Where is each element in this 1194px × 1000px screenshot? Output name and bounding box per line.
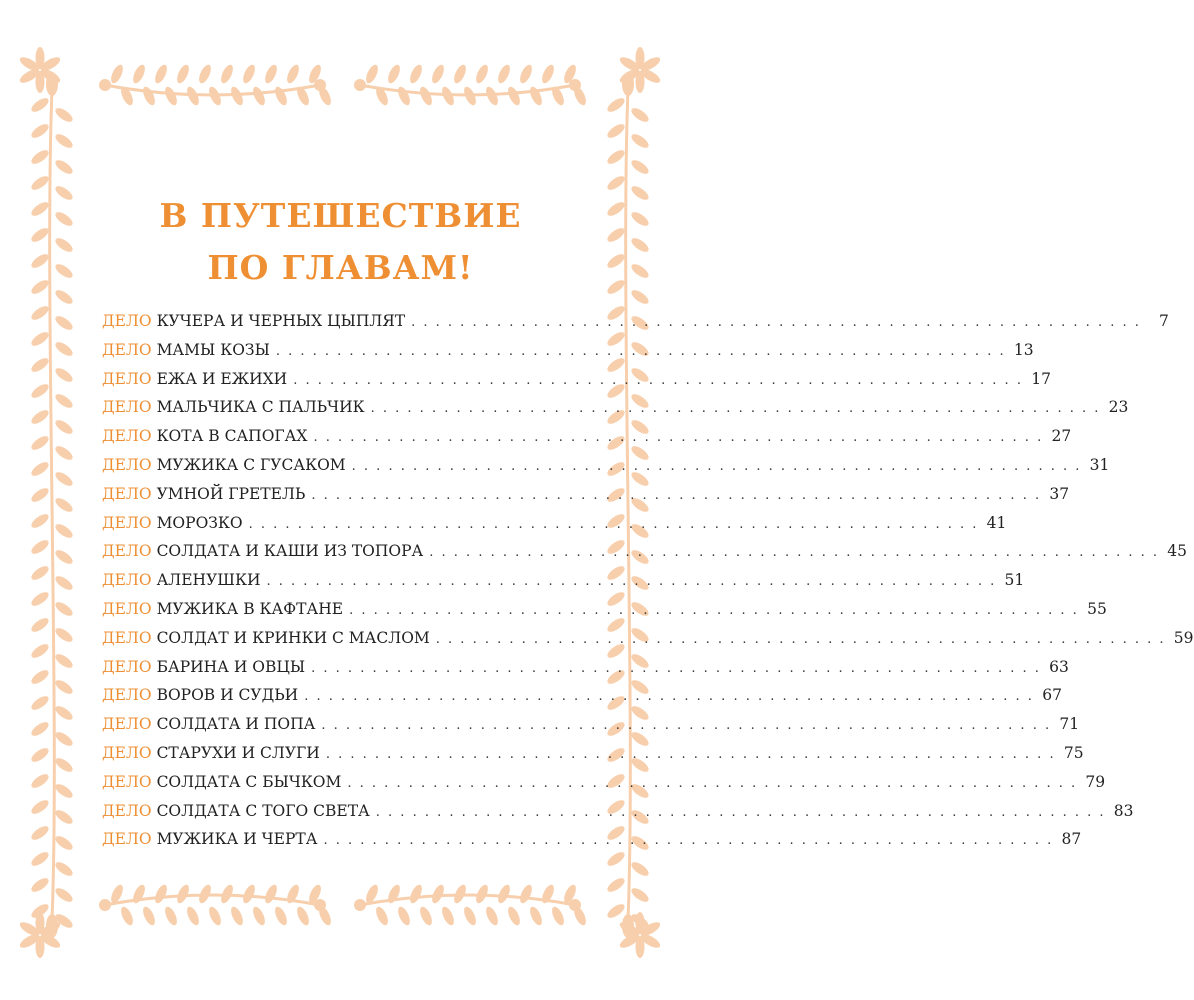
dot-leader: . . . . . . . . . . . . . . . . . . . . . . . . . . . . . . . . . . . . . . . . . . . . . . . . . . . . . . . . . . . . [275,343,1006,359]
entry-title: СТАРУХИ И СЛУГИ [156,743,320,762]
entry-keyword: ДЕЛО [102,657,152,676]
entry-page-number: 31 [1089,455,1110,474]
dot-leader: . . . . . . . . . . . . . . . . . . . . . . . . . . . . . . . . . . . . . . . . . . . . . . . . . . . . . . . . . . . . [429,545,1160,561]
toc-entry[interactable] [102,830,1082,859]
toc-entry[interactable] [102,686,1062,715]
toc-entry[interactable] [102,743,1084,773]
entry-page-number: 71 [1059,715,1080,734]
dot-leader: . . . . . . . . . . . . . . . . . . . . . . . . . . . . . . . . . . . . . . . . . . . . . . . . . . . . . . . . . . . . [304,689,1034,705]
entry-title: БАРИНА И ОВЦЫ [156,657,306,676]
toc-entry[interactable] [102,398,1129,427]
title-line-1: В ПУТЕШЕСТВИЕ [159,196,522,235]
entry-page-number: 51 [1004,571,1025,590]
entry-keyword: ДЕЛО [102,369,152,388]
entry-page-number: 45 [1167,542,1188,561]
entry-title: МУЖИКА В КАФТАНЕ [156,599,344,618]
entry-page-number: 83 [1113,801,1134,820]
toc-entry[interactable] [102,657,1069,687]
entry-page-number: 75 [1063,743,1084,762]
entry-title: МАМЫ КОЗЫ [156,340,270,359]
entry-keyword: ДЕЛО [102,686,152,705]
dot-leader: . . . . . . . . . . . . . . . . . . . . . . . . . . . . . . . . . . . . . . . . . . . . . . . . . . . . . . . . . . . . [351,458,1082,474]
entry-page-number: 27 [1051,427,1072,446]
entry-page-number: 37 [1049,484,1070,503]
dot-leader: . . . . . . . . . . . . . . . . . . . . . . . . . . . . . . . . . . . . . . . . . . . . . . . . . . . . . . . . . . . . [325,746,1056,762]
entry-page-number: 55 [1087,599,1107,618]
entry-title: МУЖИКА И ЧЕРТА [156,830,318,849]
entry-title: МОРОЗКО [156,513,243,532]
entry-keyword: ДЕЛО [102,312,152,330]
toc-entry[interactable] [102,599,1107,629]
entry-title: МУЖИКА С ГУСАКОМ [156,455,346,474]
dot-leader: . . . . . . . . . . . . . . . . . . . . . . . . . . . . . . . . . . . . . . . . . . . . . . . . . . . . . . . . . . . . [311,487,1042,503]
entry-page-number: 79 [1085,772,1106,791]
entry-keyword: ДЕЛО [102,427,152,446]
entry-title: СОЛДАТА И КАШИ ИЗ ТОПОРА [156,542,424,561]
entry-keyword: ДЕЛО [102,801,152,820]
entry-title: АЛЕНУШКИ [156,571,261,590]
dot-leader: . . . . . . . . . . . . . . . . . . . . . . . . . . . . . . . . . . . . . . . . . . . . . . . . . . . . . . . . . . . . [311,660,1041,676]
toc-entry[interactable] [102,369,1051,399]
entry-title: ЕЖА И ЕЖИХИ [156,369,288,388]
entry-keyword: ДЕЛО [102,484,152,503]
toc-entry[interactable] [102,772,1106,802]
entry-page-number: 87 [1061,830,1082,849]
dot-leader: . . . . . . . . . . . . . . . . . . . . . . . . . . . . . . . . . . . . . . . . . . . . . . . . . . . . . . . . . . . . [375,804,1106,820]
toc-entry[interactable] [102,628,1194,658]
entry-keyword: ДЕЛО [102,340,152,359]
entry-keyword: ДЕЛО [102,513,152,532]
toc-entry[interactable] [102,513,1007,543]
toc-entry[interactable] [102,542,1188,571]
entry-title: СОЛДАТА И ПОПА [156,715,316,734]
title-line-2: ПО ГЛАВАМ! [207,248,474,287]
dot-leader: . . . . . . . . . . . . . . . . . . . . . . . . . . . . . . . . . . . . . . . . . . . . . . . . . . . . . . . . . . . . [435,631,1166,647]
toc-entry[interactable] [102,571,1025,600]
toc-entry[interactable] [102,801,1134,831]
toc-entry[interactable] [102,340,1034,370]
entry-keyword: ДЕЛО [102,571,152,590]
toc-entry[interactable] [102,715,1080,744]
entry-title: СОЛДАТ И КРИНКИ С МАСЛОМ [156,628,430,647]
toc-entry[interactable] [102,427,1072,456]
toc-entry[interactable] [102,484,1070,514]
entry-keyword: ДЕЛО [102,599,152,618]
entry-keyword: ДЕЛО [102,455,152,474]
entry-page-number: 7 [1159,312,1169,330]
entry-keyword: ДЕЛО [102,542,152,561]
dot-leader: . . . . . . . . . . . . . . . . . . . . . . . . . . . . . . . . . . . . . . . . . . . . . . . . . . . . . . . . . . . . [323,833,1054,849]
toc-entry[interactable] [102,455,1110,485]
entry-title: ВОРОВ И СУДЬИ [156,686,299,705]
dot-leader: . . . . . . . . . . . . . . . . . . . . . . . . . . . . . . . . . . . . . . . . . . . . . . . . . . . . . . . . . . . . [266,574,997,590]
dot-leader: . . . . . . . . . . . . . . . . . . . . . . . . . . . . . . . . . . . . . . . . . . . . . . . . . . . . . . . . . . . . [349,602,1079,618]
entry-keyword: ДЕЛО [102,743,152,762]
dot-leader: . . . . . . . . . . . . . . . . . . . . . . . . . . . . . . . . . . . . . . . . . . . . . . . . . . . . . . . . . . . . [321,718,1052,734]
entry-title: СОЛДАТА С ТОГО СВЕТА [156,801,370,820]
toc-entry[interactable] [102,312,1169,341]
entry-title: КУЧЕРА И ЧЕРНЫХ ЦЫПЛЯТ [156,312,406,330]
entry-title: УМНОЙ ГРЕТЕЛЬ [156,484,306,503]
entry-keyword: ДЕЛО [102,830,152,849]
entry-page-number: 13 [1013,340,1034,359]
entry-keyword: ДЕЛО [102,398,152,417]
dot-leader: . . . . . . . . . . . . . . . . . . . . . . . . . . . . . . . . . . . . . . . . . . . . . . . . . . . . . . . . . . . . [248,516,979,532]
entry-page-number: 67 [1042,686,1062,705]
entry-title: КОТА В САПОГАХ [156,427,308,446]
dot-leader: . . . . . . . . . . . . . . . . . . . . . . . . . . . . . . . . . . . . . . . . . . . . . . . . . . . . . . . . . . . . [370,401,1101,417]
dot-leader: . . . . . . . . . . . . . . . . . . . . . . . . . . . . . . . . . . . . . . . . . . . . . . . . . . . . . . . . . . . . [411,315,1141,330]
entry-title: МАЛЬЧИКА С ПАЛЬЧИК [156,398,365,417]
dot-leader: . . . . . . . . . . . . . . . . . . . . . . . . . . . . . . . . . . . . . . . . . . . . . . . . . . . . . . . . . . . . [313,430,1044,446]
entry-page-number: 23 [1108,398,1129,417]
dot-leader: . . . . . . . . . . . . . . . . . . . . . . . . . . . . . . . . . . . . . . . . . . . . . . . . . . . . . . . . . . . . [293,372,1023,388]
entry-keyword: ДЕЛО [102,628,152,647]
entry-keyword: ДЕЛО [102,772,152,791]
entry-title: СОЛДАТА С БЫЧКОМ [156,772,342,791]
entry-page-number: 17 [1031,369,1051,388]
dot-leader: . . . . . . . . . . . . . . . . . . . . . . . . . . . . . . . . . . . . . . . . . . . . . . . . . . . . . . . . . . . . [347,775,1078,791]
entry-page-number: 63 [1049,657,1069,676]
table-of-contents [102,312,1194,859]
entry-page-number: 41 [986,513,1007,532]
entry-page-number: 59 [1173,628,1194,647]
entry-keyword: ДЕЛО [102,715,152,734]
